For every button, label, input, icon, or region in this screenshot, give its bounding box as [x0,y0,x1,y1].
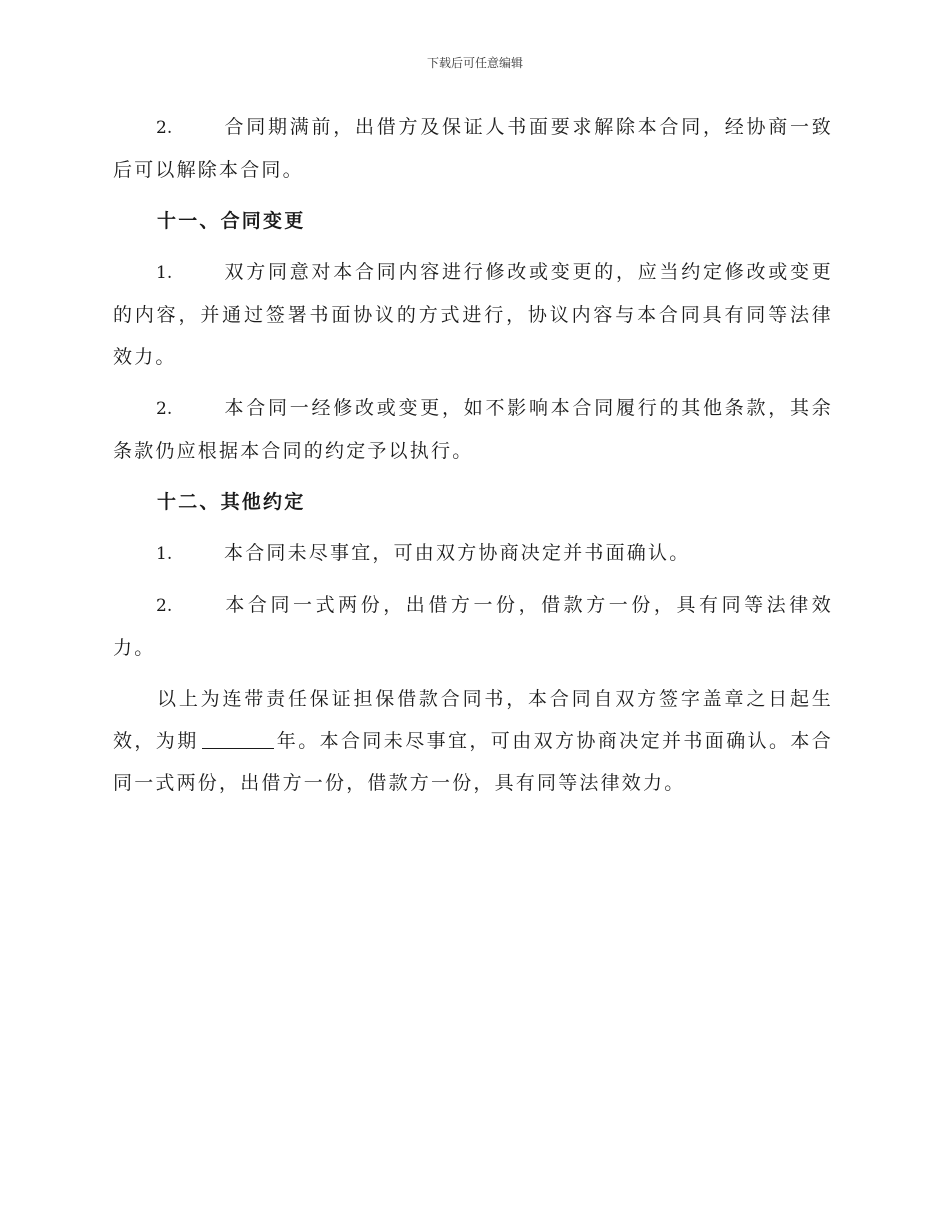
section-12-heading: 十二、其他约定 [157,491,306,513]
document-body [113,106,833,813]
section-11-heading: 十一、合同变更 [157,210,306,232]
clause-10-item-2 [113,106,833,191]
item-number: 2. [156,118,173,138]
closing-text-part-2: 年。本合同未尽事宜，可由双方协商决定并书面确认。本合同一式两份，出借方一份，借款方一份，具有同等法律效力。 [113,730,833,794]
page-header-note: 下载后可任意编辑 [426,56,523,70]
item-text: 本合同未尽事宜，可由双方协商决定并书面确认。 [224,542,691,564]
item-text: 本合同一经修改或变更，如不影响本合同履行的其他条款，其余条款仍应根据本合同的约定予以执行。 [113,397,833,462]
term-years-blank[interactable] [202,730,274,749]
item-number: 1. [156,544,173,564]
item-number: 1. [156,263,173,283]
item-text: 双方同意对本合同内容进行修改或变更的，应当约定修改或变更的内容，并通过签署书面协议的方式进行，协议内容与本合同具有同等法律效力。 [113,261,833,368]
clause-12-item-2 [113,584,833,669]
item-text: 合同期满前，出借方及保证人书面要求解除本合同，经协商一致后可以解除本合同。 [113,116,833,181]
item-number: 2. [156,596,173,616]
clause-11-item-2 [113,387,833,472]
clause-12-item-1 [113,532,833,575]
item-number: 2. [156,399,173,419]
item-text: 本合同一式两份，出借方一份，借款方一份，具有同等法律效力。 [113,594,833,659]
clause-11-item-1 [113,251,833,378]
closing-paragraph [113,678,833,804]
closing-text-part-1: 以上为连带责任保证担保借款合同书，本合同自双方签字盖章之日起生效，为期 [113,688,833,752]
